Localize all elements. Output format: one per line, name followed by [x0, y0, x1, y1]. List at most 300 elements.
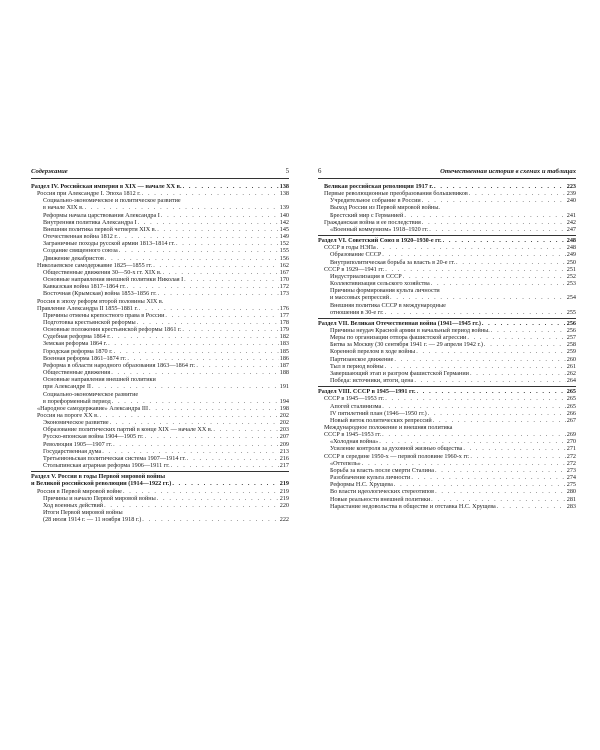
toc-entry — [31, 509, 289, 516]
toc-dot-leader — [497, 503, 566, 510]
toc-entry — [318, 445, 576, 452]
toc-dot-leader — [404, 212, 565, 219]
toc-dot-leader — [137, 319, 279, 326]
toc-entry — [31, 212, 289, 219]
toc-dot-leader — [127, 283, 279, 290]
toc-entry — [31, 298, 289, 305]
toc-entry-title: Причины формирования культа личности — [330, 287, 440, 295]
toc-dot-leader — [377, 244, 566, 251]
toc-dot-leader — [110, 419, 279, 426]
toc-entry-page: 255 — [566, 308, 576, 316]
toc-dot-leader — [385, 363, 566, 370]
toc-entry — [318, 370, 576, 377]
toc-dot-leader — [171, 462, 279, 469]
toc-entry — [318, 273, 576, 280]
toc-entry-page: 256 — [566, 326, 576, 334]
toc-dot-leader — [92, 383, 279, 390]
toc-entry-page: 191 — [279, 383, 289, 391]
toc-dot-leader — [127, 355, 278, 362]
toc-entry-page: 170 — [279, 276, 289, 284]
toc-entry-title: Движение декабристов — [43, 254, 104, 262]
toc-entry-title: Россия на пороге XX в. — [37, 412, 99, 419]
toc-entry-page: 188 — [279, 369, 289, 377]
toc-entry-page: 222 — [279, 516, 289, 524]
toc-section — [318, 182, 576, 233]
toc-entry-title: Россия в эпоху реформ второй половины XIX в. — [37, 297, 164, 305]
toc-entry-page: 186 — [279, 354, 289, 362]
toc-dot-leader — [394, 481, 566, 488]
toc-entry-page: 179 — [279, 326, 289, 334]
toc-dot-leader — [157, 226, 279, 233]
toc-entry-title: Внутренняя политика Александра I — [43, 218, 137, 226]
toc-entry-page: 140 — [279, 211, 289, 219]
toc-entry-page: 138 — [279, 190, 289, 198]
toc-dot-leader — [429, 226, 566, 233]
toc-entry — [318, 496, 576, 503]
left-page-number: 5 — [285, 168, 289, 175]
toc-entry-title: Реформы Н.С. Хрущева — [330, 481, 393, 489]
toc-dot-leader — [482, 320, 566, 327]
toc-entry — [318, 395, 576, 402]
toc-entry-page: 261 — [566, 362, 576, 370]
left-page-header-title: Содержание — [31, 168, 68, 175]
toc-entry-page: 242 — [566, 218, 576, 226]
toc-entry-title: «Холодная война» — [330, 438, 379, 446]
toc-entry-title: (28 июля 1914 г. — 11 ноября 1918 г.) — [43, 516, 142, 524]
toc-dot-leader — [114, 348, 279, 355]
toc-entry — [31, 426, 289, 433]
toc-entry-page: 248 — [566, 237, 576, 245]
toc-dot-leader — [149, 405, 279, 412]
toc-dot-leader — [469, 190, 566, 197]
toc-entry-title: Новый виток политических репрессий — [330, 416, 432, 424]
right-page — [318, 168, 576, 510]
toc-entry-page: 156 — [279, 254, 289, 262]
toc-entry-title: Подготовка крестьянской реформы — [43, 318, 136, 326]
toc-entry-page: 209 — [279, 440, 289, 448]
toc-entry — [31, 391, 289, 398]
toc-entry-title: Победа: источники, итоги, цена — [330, 377, 414, 385]
toc-entry-title: Военная реформа 1861–1874 гг. — [43, 354, 127, 362]
toc-dot-leader — [422, 219, 566, 226]
toc-entry-page: 262 — [566, 369, 576, 377]
toc-entry — [318, 237, 576, 244]
toc-entry-title: «Военный коммунизм» 1918–1920 гг. — [330, 225, 429, 233]
toc-entry-title: в пореформенный период — [43, 397, 111, 405]
toc-entry-page: 185 — [279, 347, 289, 355]
toc-dot-leader — [382, 251, 565, 258]
toc-entry-page: 266 — [566, 409, 576, 417]
toc-entry — [318, 481, 576, 488]
toc-entry-title: Причины и начало Первой мировой войны — [43, 494, 156, 502]
toc-entry-title: отношения в 30-е гг. — [330, 308, 384, 316]
toc-entry — [31, 190, 289, 197]
toc-dot-leader — [403, 273, 566, 280]
toc-entry-title: Земская реформа 1864 г. — [43, 340, 108, 348]
toc-entry-page: 241 — [566, 211, 576, 219]
toc-dot-leader — [145, 433, 279, 440]
toc-entry-title: Партизанское движение — [330, 355, 394, 363]
toc-entry-title: Основные направления внешней политики Николая I — [43, 276, 184, 284]
toc-entry-page: 269 — [566, 431, 576, 439]
toc-entry-title: Русско-японская война 1904—1905 гг. — [43, 433, 144, 441]
toc-entry-title: Великая российская революция 1917 г. — [324, 183, 434, 190]
toc-entry-title: Правление Александра II 1855–1881 г. — [37, 304, 138, 312]
toc-entry-title: Ход военных действий — [43, 501, 104, 509]
toc-entry-title: Итоги Первой мировой войны — [43, 509, 123, 517]
toc-entry — [318, 363, 576, 370]
toc-entry — [318, 488, 576, 495]
toc-dot-leader — [434, 183, 566, 190]
toc-entry — [31, 455, 289, 462]
toc-entry-title: Основные направления внешней политики — [43, 376, 156, 384]
toc-entry-title: Революция 1905—1907 гг. — [43, 440, 113, 448]
toc-dot-leader — [165, 312, 278, 319]
toc-dot-leader — [435, 467, 566, 474]
toc-entry — [318, 259, 576, 266]
toc-entry-title: Реформа в области народного образования 1863—1864 гг. — [43, 361, 196, 369]
toc-entry-title: Столыпинская аграрная реформа 1906—1911 гг. — [43, 462, 170, 470]
toc-dot-leader — [213, 426, 278, 433]
toc-entry-page: 270 — [566, 438, 576, 446]
toc-dot-leader — [414, 377, 565, 384]
toc-entry — [318, 431, 576, 438]
toc-entry-page: 260 — [566, 355, 576, 363]
right-toc — [318, 182, 576, 510]
toc-entry — [31, 255, 289, 262]
toc-entry-title: Государственная дума — [43, 447, 102, 455]
toc-entry-page: 220 — [279, 501, 289, 509]
toc-dot-leader — [112, 333, 279, 340]
toc-entry-title: Индустриализация в СССР — [330, 272, 402, 280]
toc-section — [318, 318, 576, 384]
toc-entry — [318, 280, 576, 287]
toc-entry — [318, 460, 576, 467]
toc-dot-leader — [119, 233, 279, 240]
toc-dot-leader — [416, 348, 566, 355]
toc-dot-leader — [491, 327, 566, 334]
toc-entry-title: Коллективизация сельского хозяйства — [330, 280, 430, 288]
toc-entry-page: 267 — [566, 416, 576, 424]
toc-entry — [318, 424, 576, 431]
toc-entry-page: 173 — [279, 290, 289, 298]
toc-entry — [318, 341, 576, 348]
toc-entry-page: 274 — [566, 474, 576, 482]
toc-entry — [31, 305, 289, 312]
toc-dot-leader — [385, 309, 566, 316]
toc-entry-title: Причины отмены крепостного права в России — [43, 311, 165, 319]
toc-entry-title: Брестский мир с Германией — [330, 211, 404, 219]
toc-entry — [31, 219, 289, 226]
toc-entry-page: 239 — [566, 190, 576, 198]
toc-entry-page: 259 — [566, 348, 576, 356]
toc-dot-leader — [394, 356, 565, 363]
toc-entry-title: Усиление контроля за духовной жизнью общества — [330, 445, 463, 453]
toc-dot-leader — [385, 266, 565, 273]
toc-entry-page: 202 — [279, 412, 289, 419]
toc-entry — [31, 473, 289, 480]
toc-entry — [31, 495, 289, 502]
toc-entry — [31, 197, 289, 204]
toc-entry — [31, 326, 289, 333]
toc-entry-title: Раздел V. Россия в годы Первой мировой войны — [31, 473, 166, 481]
toc-dot-leader — [142, 516, 278, 523]
toc-dot-leader — [119, 247, 279, 254]
toc-dot-leader — [111, 369, 278, 376]
toc-entry-title: Общественные движения 30—50-х гг. XIX в. — [43, 268, 162, 276]
toc-entry-title: Городская реформа 1870 г. — [43, 347, 113, 355]
toc-entry — [31, 290, 289, 297]
toc-entry — [318, 356, 576, 363]
toc-entry — [31, 462, 289, 469]
toc-entry — [31, 240, 289, 247]
toc-entry-title: Раздел IV. Российская империя в XIX — начале XX в. — [31, 183, 182, 190]
toc-entry-title: IV пятилетний план (1946—1950 гг.) — [330, 409, 427, 417]
toc-entry-page: 272 — [566, 452, 576, 460]
toc-dot-leader — [431, 496, 566, 503]
toc-entry-title: в начале XIX в. — [43, 204, 84, 212]
toc-entry — [31, 480, 289, 487]
toc-dot-leader — [172, 480, 278, 487]
toc-entry-page: 155 — [279, 247, 289, 255]
toc-entry-page: 271 — [566, 445, 576, 453]
toc-entry — [318, 503, 576, 510]
left-toc — [31, 182, 289, 523]
toc-dot-leader — [123, 488, 279, 495]
toc-entry-page: 283 — [566, 502, 576, 510]
toc-entry — [31, 319, 289, 326]
toc-entry — [31, 312, 289, 319]
toc-dot-leader — [390, 294, 566, 301]
toc-entry-page: 251 — [566, 265, 576, 273]
toc-entry-title: Новые реальности внешней политики — [330, 495, 431, 503]
toc-entry-page: 194 — [279, 397, 289, 405]
toc-entry — [31, 488, 289, 495]
toc-entry — [31, 383, 289, 390]
toc-entry-page: 202 — [279, 419, 289, 427]
toc-entry-page: 219 — [279, 494, 289, 502]
toc-dot-leader — [138, 219, 279, 226]
toc-entry — [318, 417, 576, 424]
toc-entry-page: 138 — [279, 183, 289, 190]
toc-entry-title: СССР в 1929—1941 гг. — [324, 265, 385, 273]
toc-entry-title: Раздел VI. Советский Союз в 1920–1930-е гг. — [318, 237, 442, 245]
toc-dot-leader — [139, 305, 279, 312]
toc-entry — [318, 377, 576, 384]
toc-entry-title: Образование СССР — [330, 251, 382, 259]
toc-entry — [31, 419, 289, 426]
toc-entry-title: Общественные движения — [43, 369, 111, 377]
toc-entry-page: 198 — [279, 404, 289, 412]
toc-entry-page: 203 — [279, 426, 289, 434]
toc-dot-leader — [379, 438, 565, 445]
toc-entry-title: Создание священного союза — [43, 247, 118, 255]
toc-entry-title: Внутриполитическая борьба за власть в 20-е гг. — [330, 258, 456, 266]
toc-dot-leader — [182, 326, 278, 333]
toc-entry-page: 281 — [566, 495, 576, 503]
toc-dot-leader — [112, 398, 279, 405]
toc-dot-leader — [163, 269, 279, 276]
toc-entry-title: Коренной перелом в ходе войны — [330, 348, 416, 356]
toc-entry-page: 172 — [279, 283, 289, 291]
toc-entry-title: Третьеиюньская политическая система 1907—1914 гг. — [43, 454, 186, 462]
toc-entry — [31, 283, 289, 290]
toc-dot-leader — [184, 276, 279, 283]
toc-dot-leader — [161, 212, 279, 219]
toc-entry — [318, 474, 576, 481]
toc-dot-leader — [108, 340, 279, 347]
toc-entry-title: Раздел VIII. СССР в 1945—1991 гг. — [318, 388, 416, 396]
toc-entry-page: 219 — [279, 487, 289, 495]
toc-entry-title: Отечественная война 1812 г. — [43, 233, 118, 241]
toc-entry — [318, 348, 576, 355]
toc-entry — [31, 441, 289, 448]
toc-entry-title: Раздел VII. Великая Отечественная война (1941—1945 гг.) — [318, 319, 481, 327]
toc-entry-page: 178 — [279, 318, 289, 326]
toc-dot-leader — [385, 395, 565, 402]
toc-entry-page: 216 — [279, 454, 289, 462]
toc-dot-leader — [85, 204, 279, 211]
toc-entry-title: Социально-экономическое развитие — [43, 390, 139, 398]
toc-entry — [318, 183, 576, 190]
toc-entry — [318, 251, 576, 258]
toc-entry-title: Основные положения крестьянской реформы 1861 г. — [43, 326, 182, 334]
toc-entry — [318, 294, 576, 301]
toc-entry-title: Заграничные походы русской армии 1813–1814 гг. — [43, 240, 175, 248]
toc-entry-title: Первые революционные преобразования большевиков — [324, 190, 468, 198]
toc-entry-page: 167 — [279, 268, 289, 276]
toc-entry-page: 265 — [566, 402, 576, 410]
toc-entry-page: 250 — [566, 258, 576, 266]
toc-entry — [318, 438, 576, 445]
toc-dot-leader — [104, 502, 279, 509]
toc-entry — [318, 467, 576, 474]
toc-entry — [31, 269, 289, 276]
toc-entry-title: Апогей сталинизма — [330, 402, 382, 410]
toc-entry — [31, 276, 289, 283]
toc-entry — [31, 348, 289, 355]
toc-entry-title: Международное положение и внешняя политика — [324, 424, 453, 431]
toc-entry — [31, 183, 289, 190]
toc-dot-leader — [153, 262, 279, 269]
toc-entry — [31, 398, 289, 405]
toc-entry-page: 152 — [279, 240, 289, 248]
toc-entry — [31, 412, 289, 419]
right-page-header — [318, 168, 576, 179]
toc-entry-title: Восточная (Крымская) война 1853–1856 гг. — [43, 290, 157, 298]
toc-section — [318, 235, 576, 316]
toc-entry-page: 240 — [566, 197, 576, 205]
toc-entry-title: Кавказская война 1817–1864 гг. — [43, 283, 126, 291]
toc-entry-page: 219 — [279, 480, 289, 488]
toc-entry — [318, 266, 576, 273]
toc-entry-page: 176 — [279, 304, 289, 312]
toc-dot-leader — [463, 445, 565, 452]
toc-entry-title: Разоблачение культа личности — [330, 474, 411, 482]
toc-entry-page: 139 — [279, 204, 289, 212]
toc-entry-page: 275 — [566, 481, 576, 489]
toc-entry-title: Учредительное собрание в России — [330, 197, 421, 205]
toc-entry-title: СССР в 1945–1953 гг. — [324, 431, 382, 439]
toc-entry — [318, 327, 576, 334]
toc-dot-leader — [382, 431, 566, 438]
toc-entry-title: «Народное самодержавие» Александра III — [37, 404, 149, 412]
toc-entry — [318, 212, 576, 219]
toc-entry — [31, 448, 289, 455]
toc-entry — [31, 333, 289, 340]
toc-entry-title: Тыл в период войны — [330, 362, 384, 370]
toc-entry-title: Экономическое развитие — [43, 419, 109, 427]
toc-entry — [318, 334, 576, 341]
toc-dot-leader — [433, 417, 566, 424]
toc-entry — [31, 247, 289, 254]
toc-entry-title: и Великой российской революции (1914—1922 гг.) — [31, 480, 172, 488]
toc-entry — [31, 516, 289, 523]
toc-entry-title: «Оттепель» — [330, 459, 361, 467]
toc-entry-page: 177 — [279, 311, 289, 319]
right-page-number: 6 — [318, 168, 322, 175]
toc-entry-title: Внешняя политика СССР в международные — [330, 301, 446, 309]
toc-entry-page: 149 — [279, 233, 289, 241]
toc-entry — [318, 410, 576, 417]
toc-entry-page: 273 — [566, 466, 576, 474]
toc-entry-page: 187 — [279, 361, 289, 369]
toc-section — [31, 182, 289, 469]
toc-entry — [318, 388, 576, 395]
toc-entry-title: Россия в Первой мировой войне — [37, 487, 122, 495]
toc-entry — [318, 302, 576, 309]
toc-entry-title: Битва за Москву (30 сентября 1941 г. — 29 апреля 1942 г.) — [330, 341, 483, 349]
toc-entry — [318, 287, 576, 294]
toc-entry-page: 264 — [566, 377, 576, 385]
toc-entry-page: 247 — [566, 225, 576, 233]
toc-entry — [31, 502, 289, 509]
toc-entry-title: Социально-экономическое и политическое развитие — [43, 197, 181, 205]
toc-entry-title: Завершающий этап и разгром фашистской Германии — [330, 369, 469, 377]
toc-entry-page: 258 — [566, 341, 576, 349]
toc-entry-title: СССР в годы НЭПа — [324, 244, 376, 252]
toc-entry-title: СССР в середине 1950-х — первой половине 1960-х гг. — [324, 452, 470, 460]
toc-entry — [318, 453, 576, 460]
toc-entry — [31, 262, 289, 269]
toc-entry-page: 254 — [566, 294, 576, 302]
toc-entry-title: Образование политических партий в конце XIX — начале XX в. — [43, 426, 213, 434]
toc-dot-leader — [176, 240, 279, 247]
toc-entry-title: Меры по организации отпора фашистской агрессии — [330, 334, 467, 342]
toc-entry-page: 265 — [566, 388, 576, 396]
toc-entry-page: 145 — [279, 225, 289, 233]
toc-entry — [31, 376, 289, 383]
toc-entry — [318, 309, 576, 316]
toc-entry — [31, 433, 289, 440]
toc-entry-title: Выход России из Первой мировой войны. — [330, 204, 440, 212]
toc-entry — [318, 204, 576, 211]
toc-entry — [31, 362, 289, 369]
toc-dot-leader — [428, 410, 566, 417]
toc-entry — [318, 197, 576, 204]
toc-entry — [31, 355, 289, 362]
toc-entry-title: Во власти идеологических стереотипов — [330, 488, 435, 496]
toc-entry — [318, 320, 576, 327]
left-page — [31, 168, 289, 523]
toc-entry-title: Реформы начала царствования Александра I — [43, 211, 160, 219]
toc-entry-page: 248 — [566, 244, 576, 252]
toc-dot-leader — [422, 197, 566, 204]
toc-entry-title: при Александре II — [43, 383, 91, 391]
toc-entry — [318, 226, 576, 233]
toc-entry-title: Борьба за власть после смерти Сталина — [330, 466, 434, 474]
toc-entry-page: 272 — [566, 459, 576, 467]
